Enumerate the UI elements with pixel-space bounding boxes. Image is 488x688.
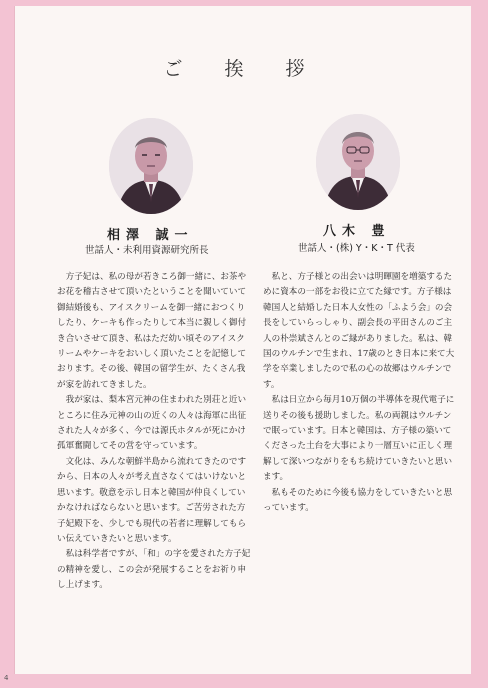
portrait-photo-right [316,114,400,210]
page-title: ご 挨 拶 [163,58,323,80]
page [14,6,471,674]
paragraph: 方子妃は、私の母が若きころ御一緒に、お茶やお花を稽古させて頂いたということを聞いていて御結婚後も、アイスクリームを御一緒におつくりしたり、ケーキも作ったりして本当に親しく御付き合いさせて頂き、私はただ幼い頃そのアイスクリームやケーキをおいしく頂いたことを記憶しております。その後、韓国の留学生が、たくさん我が家を訪れてきました。 [57,272,247,390]
greeting-column-right [263,270,457,517]
paragraph: 私は日立から毎月10万個の半導体を現代電子に送りその後も援助しました。私の両親はウルチンで眠っています。日本と韓国は、方子様の築いてくださった土台を大事により一層互いに正しく理解して深いつながりをもち続けていきたいと思います。 [263,395,455,483]
paragraph: 私もそのために今後も協力をしていきたいと思っています。 [263,487,453,514]
page-number: 4 [4,674,9,682]
greeting-column-left [57,270,251,594]
paragraph: 私は科学者ですが、「和」の字を愛された方子妃の精神を愛し、この会が発展することをお祈り申し上げます。 [57,549,251,591]
speaker-name-left: 相澤 誠一 [107,228,194,243]
paragraph: 文化は、みんな朝鮮半島から流れてきたのですから、日本の人々が考え直さなくてはいけないと思います。敬意を示し日本と韓国が仲良くしていかなければならないと思います。ご苦労された方子妃殿下を、少しでも現代の若者に理解してもらい伝えていきたいと思います。 [57,456,247,544]
paragraph: 私と、方子様との出会いは明暉園を増築するために資本の一部をお役に立てた縁です。方子様は韓国人と結婚した日本人女性の「ふよう会」の会長をしていらっしゃり、副会長の平田さんのご主人の朴崇斌さんとのご縁がありました。私は、韓国のウルチンで生まれ、17歳のとき日本に来て大学を卒業しましたので私の心の故郷はウルチンです。 [263,272,455,390]
speaker-role-right: 世話人・(株) Y・K・T 代表 [298,243,415,254]
speaker-name-right: 八木 豊 [323,224,391,239]
speaker-role-left: 世話人・未利用資源研究所長 [85,245,209,256]
paragraph: 我が家は、梨本宮元神の住まわれた別荘と近いところに住み元神の山の近くの人々は海軍に出征された人々が多く、今では源氏ホタルが死にかけ孤軍奮闘してその営を守っています。 [57,395,247,452]
portrait-photo-left [109,118,193,214]
